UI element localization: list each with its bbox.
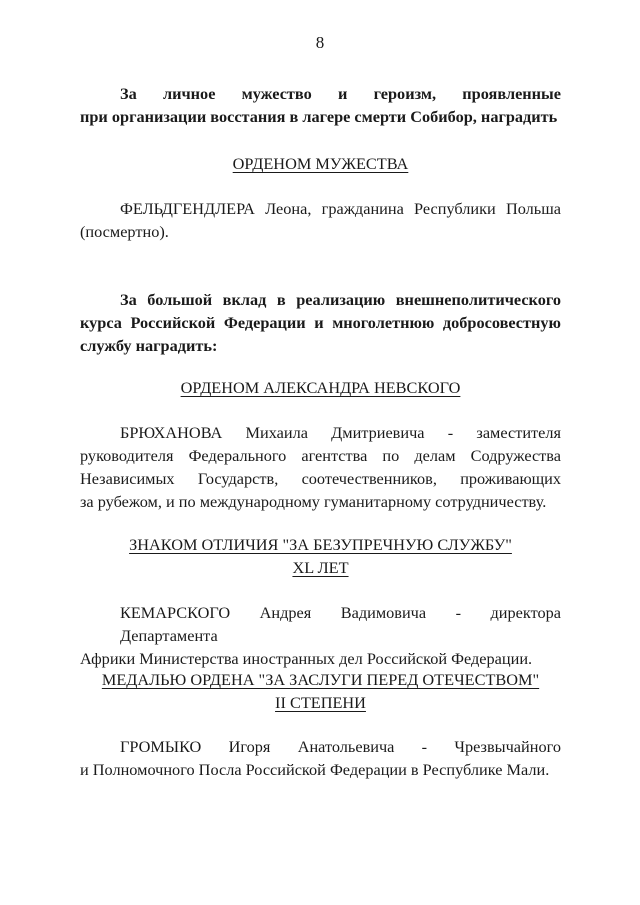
recipient-paragraph [80, 601, 561, 670]
recipient-line: КЕМАРСКОГО Андрея Вадимовича - директора Департамента [120, 603, 561, 645]
award-title: МЕДАЛЬЮ ОРДЕНА "ЗА ЗАСЛУГИ ПЕРЕД ОТЕЧЕСТВОМ" [101, 670, 540, 689]
intro-line: За личное мужество и героизм, проявленные [120, 84, 561, 103]
award-title-order-of-courage [80, 152, 561, 175]
recipient-line: ГРОМЫКО Игоря Анатольевича - Чрезвычайного [120, 737, 561, 756]
award-title-impeccable-service [80, 533, 561, 579]
recipient-paragraph [80, 421, 561, 513]
recipient-line: и Полномочного Посла Российской Федерации в Республике Мали. [80, 760, 550, 779]
page-number: 8 [315, 33, 325, 52]
recipient-line: (посмертно). [80, 222, 169, 241]
intro-line: при организации восстания в лагере смерти Собибор, наградить [80, 107, 558, 126]
recipient-line: БРЮХАНОВА Михаила Дмитриевича - заместителя [120, 423, 561, 442]
recipient-paragraph [80, 735, 561, 781]
sobibor-intro-paragraph [80, 82, 561, 128]
recipient-line: Африки Министерства иностранных дел Российской Федерации. [80, 649, 533, 668]
recipient-line: ФЕЛЬДГЕНДЛЕРА Леона, гражданина Республики Польша [120, 199, 561, 218]
recipient-paragraph [80, 197, 561, 243]
award-title: XL ЛЕТ [292, 558, 349, 577]
award-title: ОРДЕНОМ АЛЕКСАНДРА НЕВСКОГО [180, 378, 461, 397]
award-title-alexander-nevsky [80, 376, 561, 399]
recipient-line: Независимых Государств, соотечественников, проживающих [80, 469, 561, 488]
award-title: ОРДЕНОМ МУЖЕСТВА [232, 154, 409, 173]
award-title: ЗНАКОМ ОТЛИЧИЯ "ЗА БЕЗУПРЕЧНУЮ СЛУЖБУ" [129, 535, 512, 554]
intro-line: курса Российской Федерации и многолетнюю добросовестную [80, 313, 561, 332]
recipient-line: руководителя Федерального агентства по делам Содружества [80, 446, 561, 465]
award-title: II СТЕПЕНИ [275, 693, 366, 712]
recipient-line: за рубежом, и по международному гуманитарному сотрудничеству. [80, 492, 547, 511]
award-title-merit-medal [80, 668, 561, 714]
intro-line: службу наградить: [80, 336, 218, 355]
foreign-policy-intro-paragraph [80, 288, 561, 357]
intro-line: За большой вклад в реализацию внешнеполитического [120, 290, 561, 309]
